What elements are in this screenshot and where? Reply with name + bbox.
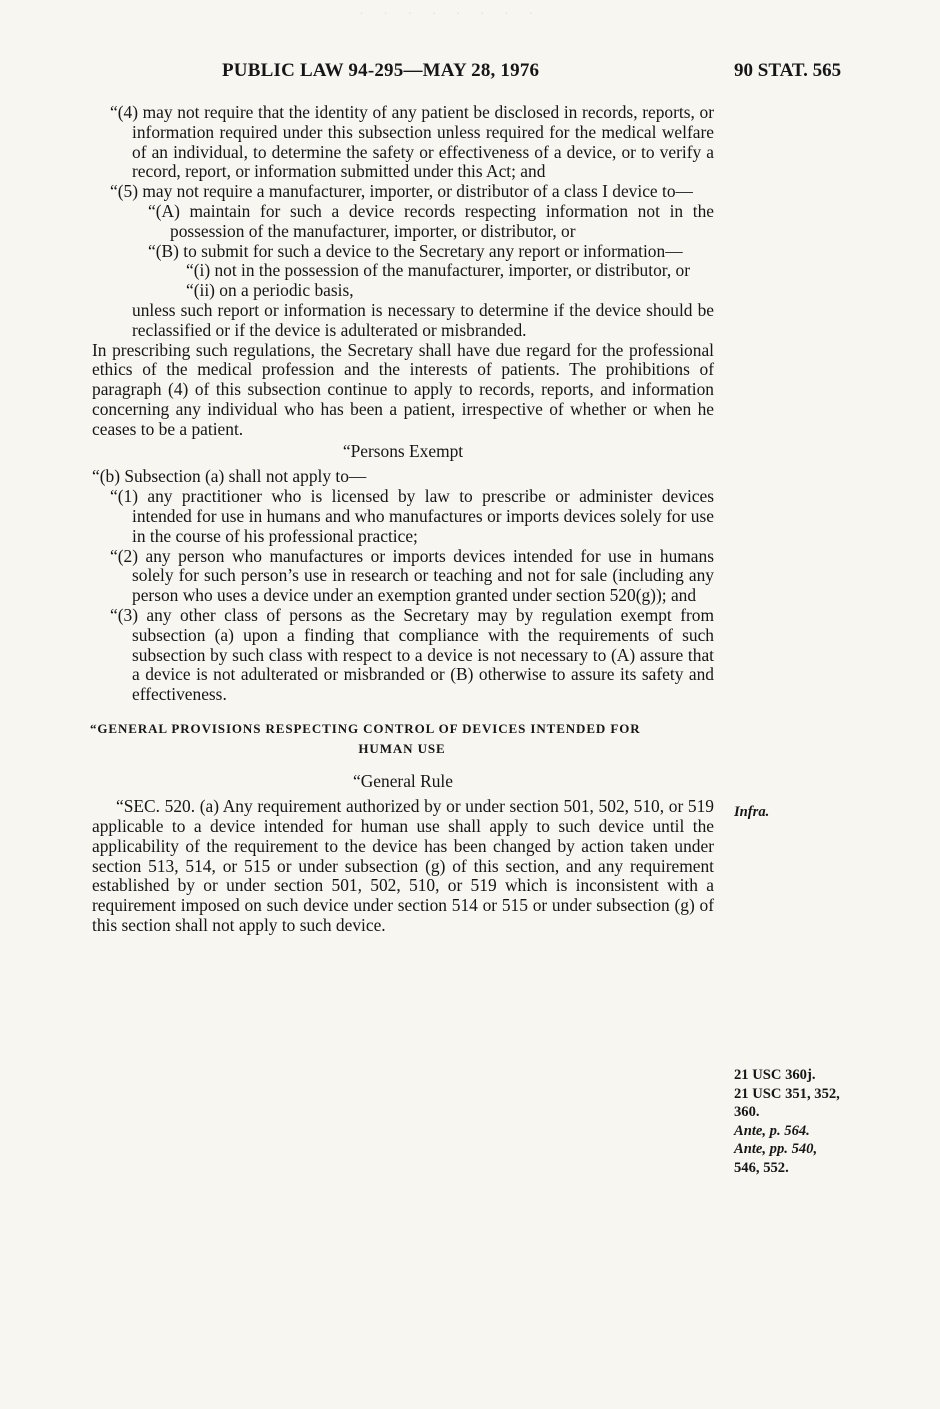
- paragraph-4: “(4) may not require that the identity of any patient be disclosed in records, reports, or information required under this subsection unless required for the medical welfare of an individual, to determine the safety or effectiveness of a device, or to verify a record, report, or information submitted under this Act; and: [110, 102, 714, 182]
- subsection-b-intro: “(b) Subsection (a) shall not apply to—: [92, 466, 367, 487]
- general-provisions-heading: [92, 719, 714, 759]
- subparagraph-a: “(A) maintain for such a device records respecting information not in the possession of the manufacturer, importer, or distributor, or: [148, 200, 714, 241]
- section-520-a: “SEC. 520. (a) Any requirement authorized by or under section 501, 502, 510, or 519 applicable to a device intended for human use shall apply to such device until the applicability of the requirement to the device has been changed by action taken under section 513, 514, or 515 or under subsection (g) of this section, and any requirement established by or under section 501, 502, 510, or 519 which is inconsistent with a requirement imposed on such device under section 514 or 515 or under subsection (g) of this section shall not apply to such device.: [92, 796, 714, 936]
- margin-note-ante-540-a: Ante, pp. 540,: [734, 1141, 818, 1157]
- margin-notes-sec-520: [734, 1066, 864, 1177]
- margin-note-ante-540-b: 546, 552.: [734, 1159, 789, 1176]
- general-provisions-line2: HUMAN USE: [358, 740, 446, 756]
- margin-note-usc-351-a: 21 USC 351, 352,: [734, 1085, 840, 1102]
- prescribing-paragraph: In prescribing such regulations, the Secretary shall have due regard for the professional ethics of the medical profession and the interests of patients. The prohibitions of paragraph (4) of this subsection continue to apply to records, reports, and information concerning any individual who has been a patient, irrespective of whether or when he ceases to be a patient.: [92, 339, 714, 439]
- header-stat-page: 90 STAT. 565: [734, 60, 842, 81]
- subparagraph-b: “(B) to submit for such a device to the Secretary any report or information—: [148, 240, 683, 261]
- clause-ii: “(ii) on a periodic basis,: [186, 280, 354, 301]
- statute-body: [92, 103, 714, 936]
- subsection-b-3: “(3) any other class of persons as the Secretary may by regulation exempt from subsection (a) upon a finding that compliance with the requirements of such subsection by such class with respect to a device is not necessary to (A) assure that a device is not adulterated or misbranded or (B) otherwise to assure its safety and effectiveness.: [110, 604, 714, 705]
- subsection-b-2: “(2) any person who manufactures or imports devices intended for use in humans solely for such person’s use in research or teaching and not for sale (including any person who uses a device under an exemption granted under section 520(g)); and: [110, 545, 714, 606]
- page-header: [0, 60, 940, 86]
- subsection-b-1: “(1) any practitioner who is licensed by law to prescribe or administer devices intended for use in humans and who manufactures or imports devices solely for use in the course of his professional practice;: [110, 486, 714, 546]
- margin-note-usc-360j: 21 USC 360j.: [734, 1067, 816, 1083]
- unless-clause: unless such report or information is necessary to determine if the device should be reclassified or if the device is adulterated or misbranded.: [132, 299, 714, 340]
- persons-exempt-heading: “Persons Exempt: [342, 440, 464, 461]
- general-provisions-line1: “GENERAL PROVISIONS RESPECTING CONTROL OF DEVICES INTENDED FOR: [90, 720, 641, 736]
- margin-note-usc-351-b: 360.: [734, 1104, 760, 1120]
- margin-note-ante-564: Ante, p. 564.: [734, 1122, 810, 1139]
- clause-i: “(i) not in the possession of the manufacturer, importer, or distributor, or: [186, 260, 691, 281]
- bleed-through-smudge: · · · · · · · ·: [359, 7, 541, 22]
- general-rule-heading: “General Rule: [353, 770, 453, 791]
- margin-note-infra: [734, 803, 864, 822]
- header-law-title: PUBLIC LAW 94-295—MAY 28, 1976: [222, 60, 540, 81]
- paragraph-5: “(5) may not require a manufacturer, importer, or distributor of a class I device to—: [110, 181, 693, 202]
- margin-note-infra-text: Infra.: [734, 804, 770, 820]
